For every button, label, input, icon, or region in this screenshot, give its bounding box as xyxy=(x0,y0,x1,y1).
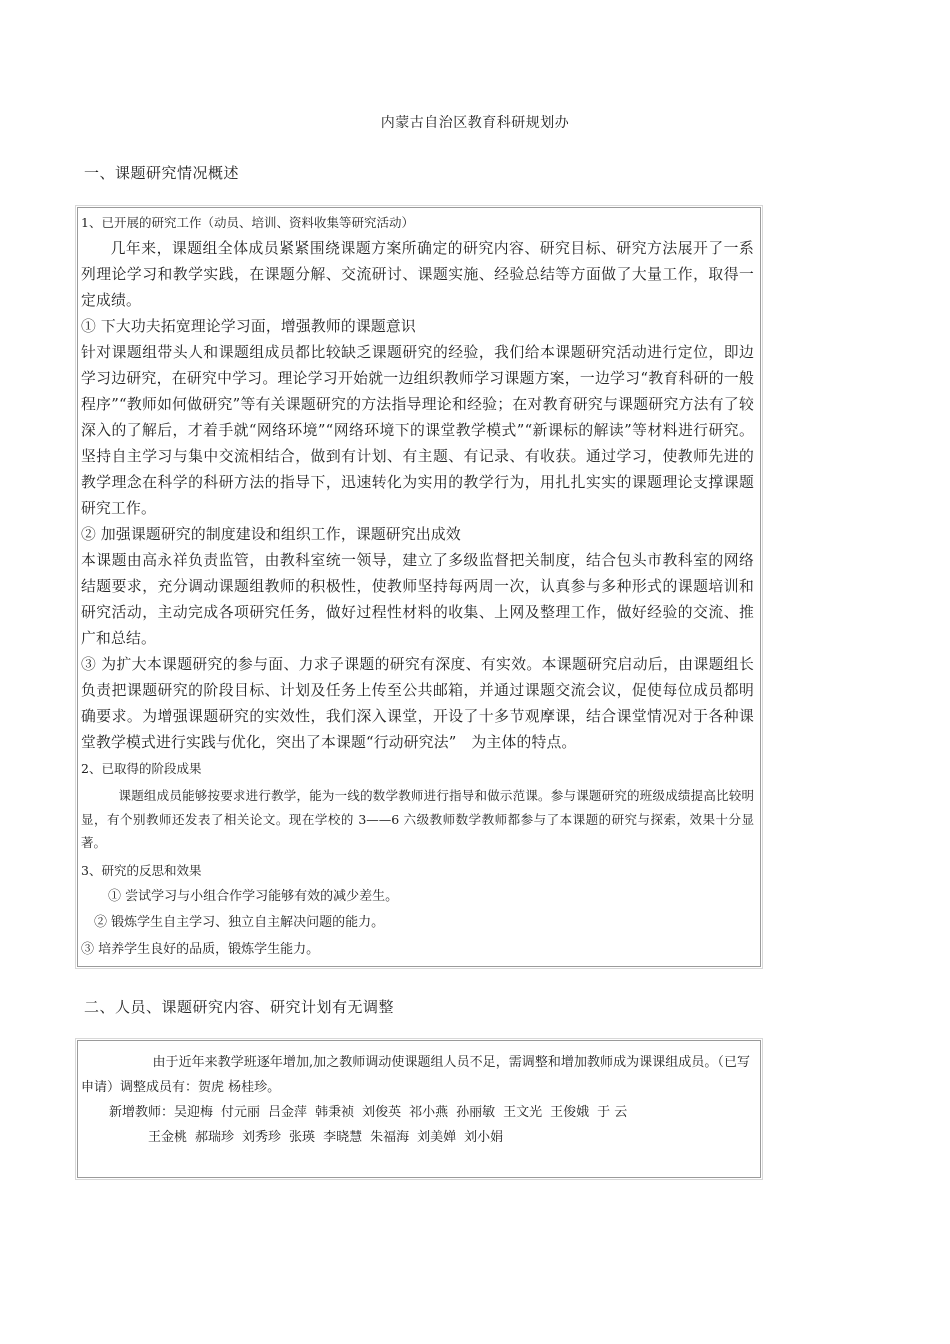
point-2-title: ② 加强课题研究的制度建设和组织工作，课题研究出成效 xyxy=(81,526,461,543)
teacher-name: 祁小燕 xyxy=(409,1105,449,1120)
teacher-name: 韩秉祯 xyxy=(315,1105,355,1120)
teacher-name: 王金桃 xyxy=(148,1130,188,1145)
adjustment-box xyxy=(77,1040,761,1178)
teacher-name: 李晓慧 xyxy=(323,1130,363,1145)
reflection-item: ① 尝试学习与小组合作学习能够有效的减少差生。 xyxy=(108,888,399,904)
teacher-name: 郝瑞珍 xyxy=(195,1130,235,1145)
teacher-name: 刘小娟 xyxy=(464,1130,504,1145)
point-3: ③ 为扩大本课题研究的参与面、力求子课题的研究有深度、有实效。本课题研究启动后，由课题组长负责把课题研究的阶段目标、计划及任务上传至公共邮箱，并通过课题交流会议，促使每位成员都明确要求。为增强课题研究的实效性，我们深入课堂，开设了十多节观摩课，结合课堂情况对于各种课堂教学模式进行实践与优化，突出了本课题“行动研究法” 为主体的特点。 xyxy=(81,656,754,751)
reflection-title: 3、研究的反思和效果 xyxy=(81,862,202,878)
teacher-name: 吴迎梅 xyxy=(174,1105,214,1120)
teacher-name: 王俊娥 xyxy=(550,1105,590,1120)
achievements-title: 2、已取得的阶段成果 xyxy=(81,761,202,776)
research-overview-box xyxy=(77,207,761,967)
reflection-item: ② 锻炼学生自主学习、独立自主解决问题的能力。 xyxy=(94,915,385,930)
section-2-heading: 二、人员、课题研究内容、研究计划有无调整 xyxy=(84,998,395,1016)
org-title: 内蒙古自治区教育科研规划办 xyxy=(380,115,570,131)
work-title: 1、已开展的研究工作（动员、培训、资料收集等研究活动） xyxy=(81,215,414,230)
new-teachers-label: 新增教师： xyxy=(109,1105,175,1120)
work-intro: 几年来，课题组全体成员紧紧围绕课题方案所确定的研究内容、研究目标、研究方法展开了一系列理论学习和教学实践，在课题分解、交流研讨、课题实施、经验总结等方面做了大量工作，取得一定成绩。 xyxy=(81,240,754,309)
teacher-name: 吕金萍 xyxy=(268,1105,308,1120)
point-1-title: ① 下大功夫拓宽理论学习面，增强教师的课题意识 xyxy=(81,318,416,335)
point-2-body: 本课题由高永祥负责监管，由教科室统一领导，建立了多级监督把关制度，结合包头市教科室的网络结题要求，充分调动课题组教师的积极性，使教师坚持每两周一次，认真参与多种形式的课题培训和研究活动，主动完成各项研究任务，做好过程性材料的收集、上网及整理工作，做好经验的交流、推广和总结。 xyxy=(81,552,754,647)
reflection-item: ③ 培养学生良好的品质，锻炼学生能力。 xyxy=(81,941,320,957)
point-1-body: 针对课题组带头人和课题组成员都比较缺乏课题研究的经验，我们给本课题研究活动进行定位，即边学习边研究，在研究中学习。理论学习开始就一边组织教师学习课题方案，一边学习“教育科研的一般程序”“教师如何做研究”等有关课题研究的方法指导理论和经验；在对教育研究与课题研究方法有了较深入的了解后，才着手就“网络环境”“网络环境下的课堂教学模式”“新课标的解读”等材料进行研究。坚持自主学习与集中交流相结合，做到有计划、有主题、有记录、有收获。通过学习，使教师先进的教学理念在科学的科研方法的指导下，迅速转化为实用的教学行为，用扎扎实实的课题理论支撑课题研究工作。 xyxy=(81,344,754,517)
achievements-body: 课题组成员能够按要求进行教学，能为一线的数学教师进行指导和做示范课。参与课题研究的班级成绩提高比较明显，有个别教师还发表了相关论文。现在学校的 3——6 六级教师数学教师都参与了本课题的研究与探索，效果十分显著。 xyxy=(81,788,754,850)
teacher-name: 刘秀珍 xyxy=(242,1130,282,1145)
teacher-name: 付元丽 xyxy=(221,1105,261,1120)
teacher-name: 刘美婵 xyxy=(417,1130,457,1145)
teacher-name: 孙丽敏 xyxy=(456,1105,496,1120)
teacher-name: 朱福海 xyxy=(370,1130,410,1145)
teacher-name: 王文光 xyxy=(503,1105,543,1120)
new-teachers-row-1 xyxy=(81,1100,750,1125)
new-teachers-row-2 xyxy=(81,1125,750,1150)
teacher-name: 于 云 xyxy=(597,1105,628,1120)
adjustment-text: 由于近年来教学班逐年增加,加之教师调动使课题组人员不足，需调整和增加教师成为课课组成员。（已写申请）调整成员有：贺虎 杨桂珍。 xyxy=(81,1055,750,1095)
teacher-name: 刘俊英 xyxy=(362,1105,402,1120)
section-1-heading: 一、课题研究情况概述 xyxy=(84,164,240,182)
teacher-name: 张瑛 xyxy=(289,1130,316,1145)
